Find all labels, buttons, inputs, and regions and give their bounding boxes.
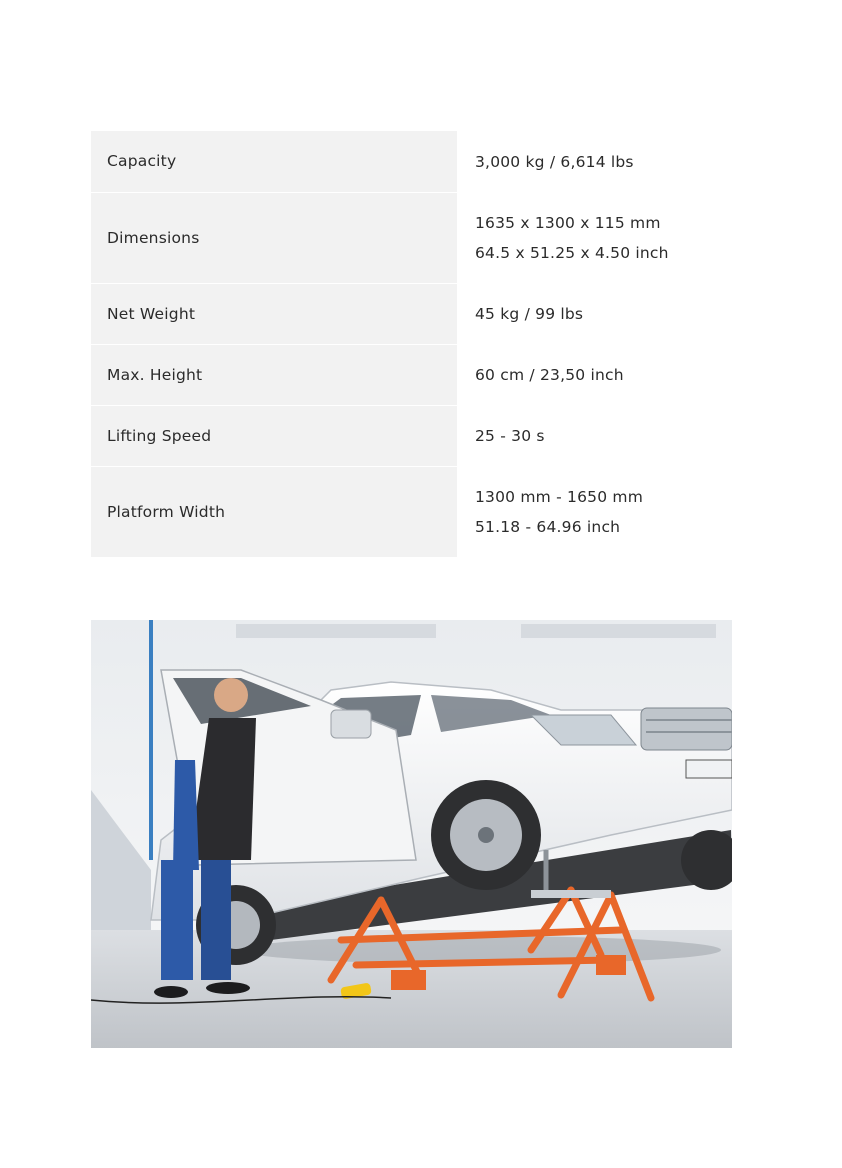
spec-value-line: 1635 x 1300 x 115 mm [475,213,661,232]
ceiling-light [236,624,436,638]
spec-label: Dimensions [91,192,457,283]
spec-value-line: 1300 mm - 1650 mm [475,487,643,506]
car-on-lift-illustration [91,620,732,1048]
license-plate [686,760,732,778]
spec-value [457,192,731,283]
spec-value [457,283,731,344]
spec-value-line: 60 cm / 23,50 inch [475,365,624,384]
side-mirror [331,710,371,738]
mechanic-leg [161,860,193,980]
spec-row-platform-width [91,466,731,557]
spec-value [457,405,731,466]
mechanic-boot [154,986,188,998]
spec-label: Max. Height [91,344,457,405]
spec-value-line: 45 kg / 99 lbs [475,304,584,323]
spec-label: Lifting Speed [91,405,457,466]
spec-label: Platform Width [91,466,457,557]
mechanic-boot [206,982,250,994]
spec-row-max-height [91,344,731,405]
mechanic-leg [201,860,231,980]
spec-value-line: 25 - 30 s [475,426,545,445]
spec-row-capacity [91,131,731,192]
spec-label: Net Weight [91,283,457,344]
mechanic-head [214,678,248,712]
spec-value [457,344,731,405]
spec-row-lifting-speed [91,405,731,466]
lift-pad [531,890,611,898]
product-photo [91,620,732,1048]
spec-row-dimensions [91,192,731,283]
spec-value-line: 64.5 x 51.25 x 4.50 inch [475,243,669,262]
spec-row-net-weight [91,283,731,344]
specifications-table [91,131,731,557]
lift-base-block [391,970,426,990]
spec-value [457,466,731,557]
spec-value [457,131,731,192]
ceiling-light [521,624,716,638]
car-grille [641,708,732,750]
lift-base-block [596,955,626,975]
blue-pipe [149,620,153,860]
spec-value-line: 51.18 - 64.96 inch [475,517,621,536]
mechanic-overall [173,760,199,870]
spec-label: Capacity [91,131,457,192]
spec-value-line: 3,000 kg / 6,614 lbs [475,152,634,171]
